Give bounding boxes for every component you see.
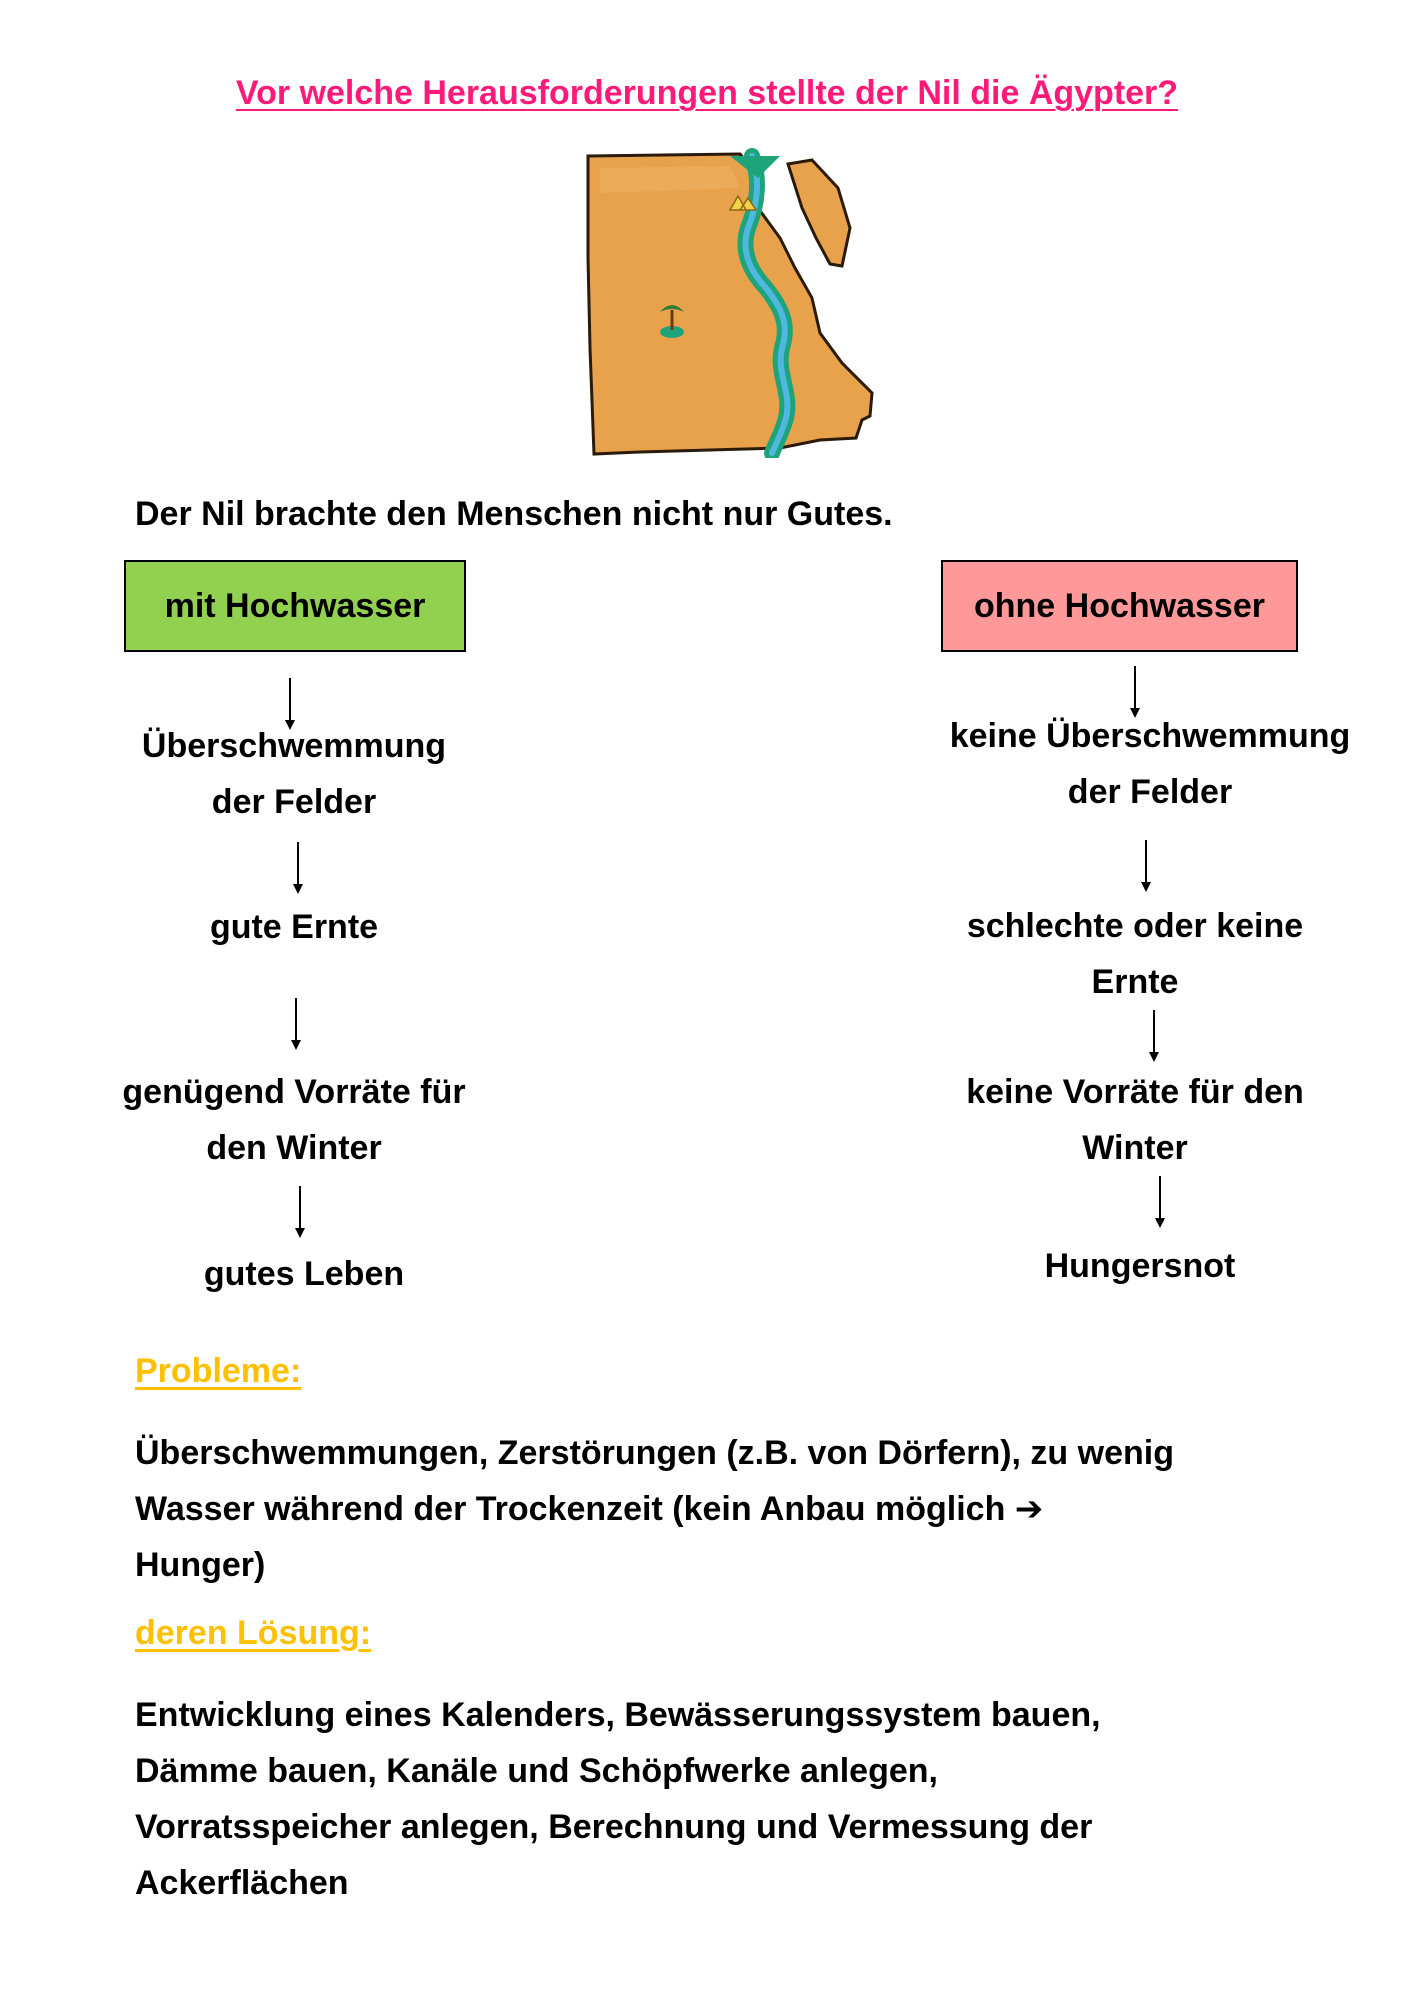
left-step-supplies: genügend Vorräte für den Winter bbox=[122, 1073, 466, 1167]
right-step-bad-harvest: schlechte oder keine Ernte bbox=[966, 907, 1304, 1001]
arrow-down-icon bbox=[1154, 1176, 1166, 1228]
left-step-flooding: Überschwemmung der Felder bbox=[141, 727, 447, 821]
problems-heading: Probleme: bbox=[135, 1352, 302, 1390]
arrow-down-icon bbox=[1148, 1010, 1160, 1062]
page-title: Vor welche Herausforderungen stellte der Nil die Ägypter? bbox=[235, 74, 1179, 112]
arrow-down-icon bbox=[292, 842, 304, 894]
left-step-harvest: gute Ernte bbox=[209, 908, 379, 946]
solution-text: Entwicklung eines Kalenders, Bewässerungssystem bauen, Dämme bauen, Kanäle und Schöpfwerke anlegen, Vorratsspeicher anlegen, Berechnung und Vermessung der Ackerflächen bbox=[135, 1696, 1101, 1902]
sinai-land bbox=[788, 160, 850, 266]
arrow-down-icon bbox=[294, 1186, 306, 1238]
egypt-map-illustration bbox=[580, 148, 880, 458]
intro-text: Der Nil brachte den Menschen nicht nur Gutes. bbox=[135, 495, 893, 533]
right-step-no-supplies: keine Vorräte für den Winter bbox=[966, 1073, 1304, 1167]
without-flood-box: ohne Hochwasser bbox=[941, 560, 1298, 652]
right-step-no-flooding: keine Überschwemmung der Felder bbox=[949, 717, 1351, 811]
arrow-down-icon bbox=[1140, 840, 1152, 892]
right-step-famine: Hungersnot bbox=[1044, 1247, 1236, 1285]
arrow-down-icon bbox=[290, 998, 302, 1050]
solution-heading: deren Lösung: bbox=[135, 1614, 372, 1652]
problems-text: Überschwemmungen, Zerstörungen (z.B. von Dörfern), zu wenig Wasser während der Trockenzeit (kein Anbau möglich ➔ Hunger) bbox=[135, 1434, 1174, 1584]
left-step-good-life: gutes Leben bbox=[203, 1255, 405, 1293]
with-flood-box: mit Hochwasser bbox=[124, 560, 466, 652]
